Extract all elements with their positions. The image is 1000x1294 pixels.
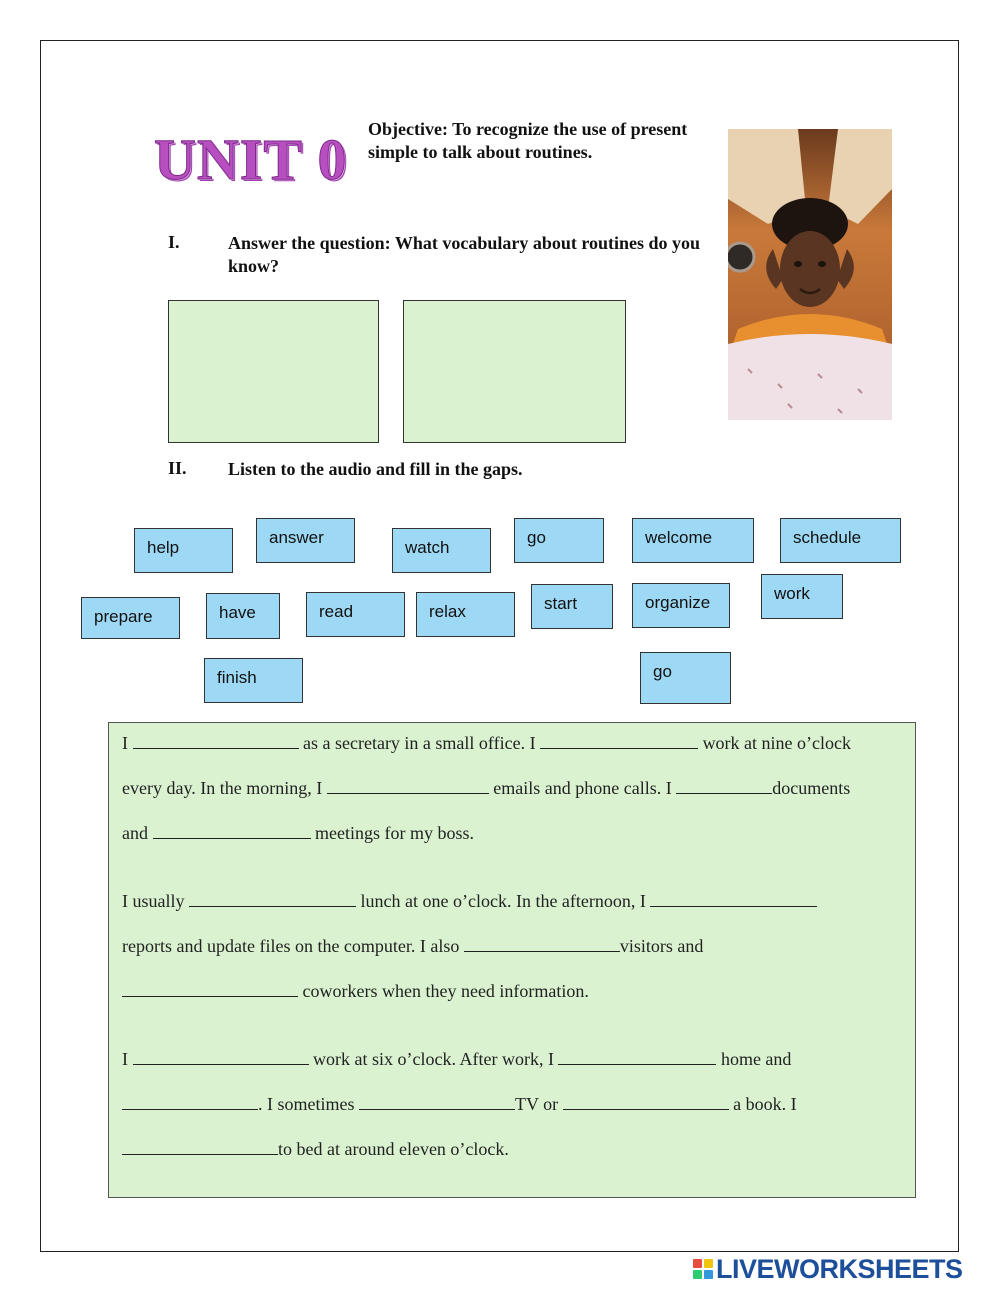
gap-input[interactable]: [650, 892, 817, 907]
word-chip-watch[interactable]: watch: [392, 528, 491, 573]
word-chip-start[interactable]: start: [531, 584, 613, 629]
word-chip-relax[interactable]: relax: [416, 592, 515, 637]
word-chip-read[interactable]: read: [306, 592, 405, 637]
gap-input[interactable]: [189, 892, 356, 907]
gap-input[interactable]: [327, 779, 489, 794]
passage-line: reports and update files on the computer. I also visitors and: [122, 936, 704, 956]
gap-input[interactable]: [133, 734, 299, 749]
gap-input[interactable]: [540, 734, 698, 749]
word-chip-finish[interactable]: finish: [204, 658, 303, 703]
section-1-number: I.: [168, 232, 180, 252]
vocabulary-answer-box-1[interactable]: [168, 300, 379, 443]
word-chip-help[interactable]: help: [134, 528, 233, 573]
brand-name: LIVEWORKSHEETS: [716, 1253, 963, 1284]
gap-input[interactable]: [676, 779, 772, 794]
section-1-question: Answer the question: What vocabulary about routines do you know?: [228, 233, 701, 276]
gap-input[interactable]: [558, 1050, 716, 1065]
gap-input[interactable]: [122, 1095, 258, 1110]
passage-line: every day. In the morning, I emails and phone calls. I documents: [122, 778, 851, 798]
word-chip-welcome[interactable]: welcome: [632, 518, 754, 563]
gap-input[interactable]: [133, 1050, 309, 1065]
word-chip-go-2[interactable]: go: [640, 652, 731, 704]
word-chip-have[interactable]: have: [206, 593, 280, 639]
section-2-instruction: Listen to the audio and fill in the gaps.: [228, 459, 523, 479]
word-chip-organize[interactable]: organize: [632, 583, 730, 628]
word-chip-go[interactable]: go: [514, 518, 604, 563]
gap-input[interactable]: [153, 824, 311, 839]
fill-in-gaps-passage: [108, 722, 916, 1198]
vocabulary-answer-box-2[interactable]: [403, 300, 626, 443]
passage-line: and meetings for my boss.: [122, 823, 474, 843]
gap-input[interactable]: [464, 937, 620, 952]
gap-input[interactable]: [563, 1095, 729, 1110]
passage-line: I work at six o’clock. After work, I home and: [122, 1049, 792, 1069]
gap-input[interactable]: [359, 1095, 515, 1110]
passage-line: to bed at around eleven o’clock.: [122, 1139, 509, 1160]
word-chip-prepare[interactable]: prepare: [81, 597, 180, 639]
objective-text: Objective: To recognize the use of present simple to talk about routines.: [368, 119, 688, 162]
gap-input[interactable]: [122, 1140, 278, 1155]
passage-line: . I sometimes TV or a book. I: [122, 1094, 797, 1115]
word-chip-answer[interactable]: answer: [256, 518, 355, 563]
unit-title: UNIT 0: [154, 127, 348, 192]
brand-footer: [693, 1254, 963, 1284]
gap-input[interactable]: [122, 982, 298, 997]
word-chip-work[interactable]: work: [761, 574, 843, 619]
passage-line: coworkers when they need information.: [122, 981, 589, 1002]
passage-line: I as a secretary in a small office. I work at nine o’clock: [122, 733, 852, 753]
passage-line: I usually lunch at one o’clock. In the afternoon, I: [122, 891, 817, 912]
section-2-number: II.: [168, 458, 187, 478]
word-chip-schedule[interactable]: schedule: [780, 518, 901, 563]
liveworksheets-logo-icon: [693, 1259, 713, 1279]
person-in-bed-photo: [728, 129, 892, 420]
